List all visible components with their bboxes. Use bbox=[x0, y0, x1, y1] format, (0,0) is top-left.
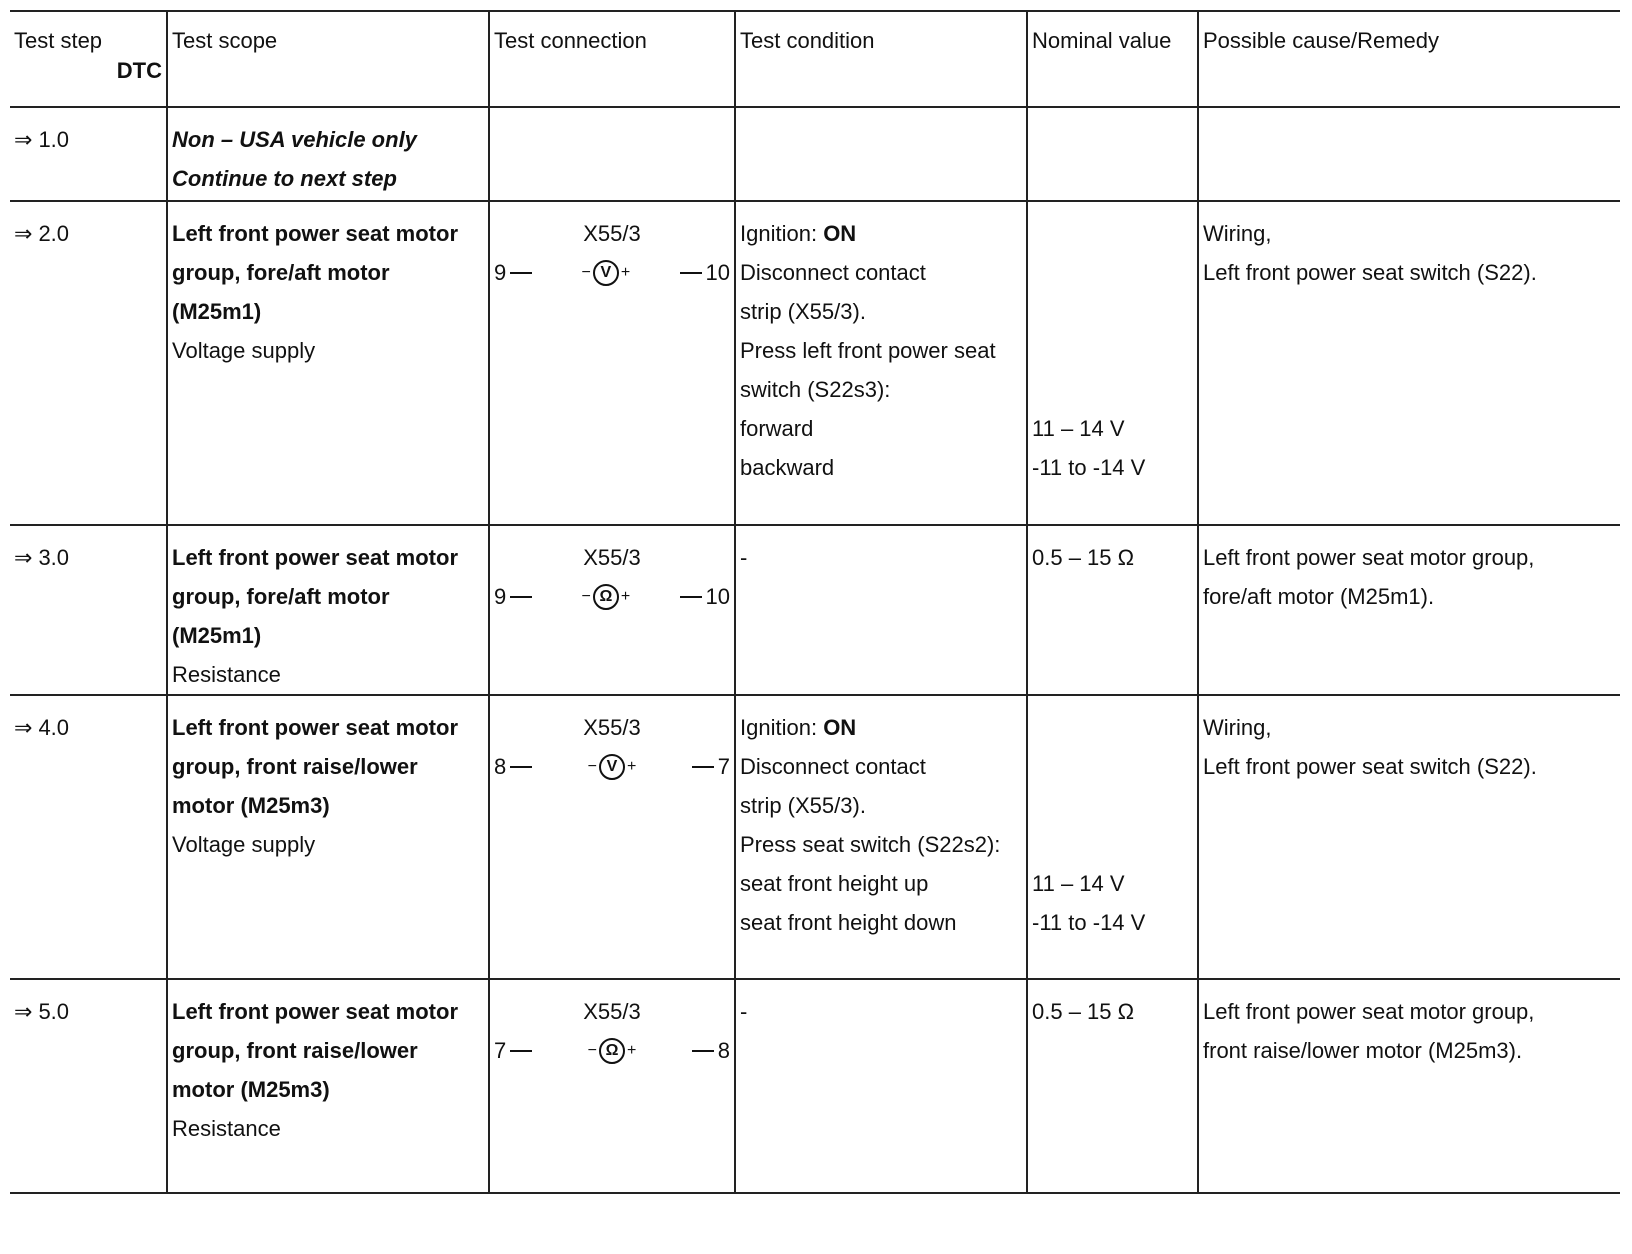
scope-type: Resistance bbox=[172, 662, 281, 687]
cause-line: Wiring, bbox=[1203, 221, 1272, 246]
condition-label: Ignition: bbox=[740, 715, 818, 740]
condition-line: seat front height up bbox=[740, 871, 929, 896]
scope-title: group, fore/aft motor (M25m1) bbox=[172, 584, 390, 648]
pin-left: 9 bbox=[494, 260, 507, 285]
pin-left: 7 bbox=[494, 1038, 507, 1063]
step-number: 4.0 bbox=[38, 715, 70, 740]
scope-title: motor (M25m3) bbox=[172, 1077, 330, 1102]
header-cause-remedy: Possible cause/Remedy bbox=[1198, 11, 1620, 107]
scope-title: Left front power seat motor bbox=[172, 545, 459, 570]
connection-line bbox=[494, 747, 730, 786]
header-test-step-label: Test step bbox=[14, 28, 103, 53]
header-test-connection: Test connection bbox=[489, 11, 735, 107]
voltmeter-icon: − V + bbox=[582, 253, 631, 292]
connection-cell bbox=[489, 979, 735, 1193]
connector-label: X55/3 bbox=[583, 999, 641, 1024]
cause-line: fore/aft motor (M25m1). bbox=[1203, 584, 1435, 609]
step-number: 5.0 bbox=[38, 999, 70, 1024]
lead-wire-icon bbox=[510, 1050, 532, 1052]
scope-type: Voltage supply bbox=[172, 832, 316, 857]
lead-wire-icon bbox=[680, 272, 702, 274]
ohmmeter-icon: − Ω + bbox=[588, 1031, 637, 1070]
nominal-cell: 0.5 – 15 Ω bbox=[1027, 525, 1198, 695]
condition-line: Press seat switch (S22s2): bbox=[740, 832, 1001, 857]
lead-wire-icon bbox=[510, 766, 532, 768]
scope-cell bbox=[167, 979, 489, 1193]
cause-line: front raise/lower motor (M25m3). bbox=[1203, 1038, 1523, 1063]
header-row bbox=[10, 11, 1620, 107]
pin-right: 7 bbox=[717, 754, 730, 779]
lead-wire-icon bbox=[692, 1050, 714, 1052]
condition-line: Disconnect contact bbox=[740, 260, 926, 285]
ohmmeter-icon: − Ω + bbox=[582, 577, 631, 616]
step-cell bbox=[10, 107, 167, 201]
cause-line: Left front power seat motor group, bbox=[1203, 545, 1535, 570]
scope-title: Left front power seat motor bbox=[172, 715, 459, 740]
step-cell bbox=[10, 201, 167, 525]
step-cell bbox=[10, 979, 167, 1193]
nominal-cell: 0.5 – 15 Ω bbox=[1027, 979, 1198, 1193]
condition-cell: - bbox=[735, 525, 1027, 695]
nominal-cell bbox=[1027, 695, 1198, 979]
condition-value: ON bbox=[823, 715, 857, 740]
test-table bbox=[10, 10, 1620, 1194]
test-connection-diagram bbox=[494, 708, 730, 786]
cause-cell bbox=[1198, 201, 1620, 525]
header-dtc-label: DTC bbox=[116, 58, 162, 83]
scope-title: Left front power seat motor bbox=[172, 221, 459, 246]
condition-line: Press left front power seat bbox=[740, 338, 996, 363]
step-number: 3.0 bbox=[38, 545, 70, 570]
lead-wire-icon bbox=[510, 596, 532, 598]
connector-label: X55/3 bbox=[583, 715, 641, 740]
table-row bbox=[10, 979, 1620, 1193]
cause-line: Left front power seat switch (S22). bbox=[1203, 260, 1537, 285]
cause-cell bbox=[1198, 107, 1620, 201]
diagnostic-table-page bbox=[10, 10, 1620, 1240]
condition-line: strip (X55/3). bbox=[740, 299, 866, 324]
condition-line: forward bbox=[740, 416, 814, 441]
header-test-condition: Test condition bbox=[735, 11, 1027, 107]
header-nominal-value: Nominal value bbox=[1027, 11, 1198, 107]
condition-cell bbox=[735, 201, 1027, 525]
scope-title: group, front raise/lower bbox=[172, 754, 418, 779]
scope-note: Continue to next step bbox=[172, 166, 397, 191]
cause-line: Wiring, bbox=[1203, 715, 1272, 740]
step-cell bbox=[10, 525, 167, 695]
condition-line: Disconnect contact bbox=[740, 754, 926, 779]
condition-label: Ignition: bbox=[740, 221, 818, 246]
table-row bbox=[10, 525, 1620, 695]
step-arrow-icon: ⇒ bbox=[14, 715, 33, 740]
cause-cell bbox=[1198, 525, 1620, 695]
nominal-value: 11 – 14 V bbox=[1032, 416, 1125, 441]
step-arrow-icon: ⇒ bbox=[14, 999, 33, 1024]
test-connection-diagram bbox=[494, 538, 730, 616]
cause-cell bbox=[1198, 979, 1620, 1193]
scope-cell bbox=[167, 525, 489, 695]
step-arrow-icon: ⇒ bbox=[14, 545, 33, 570]
table-row bbox=[10, 107, 1620, 201]
pin-left: 8 bbox=[494, 754, 507, 779]
scope-cell bbox=[167, 695, 489, 979]
pin-right: 10 bbox=[705, 260, 730, 285]
lead-wire-icon bbox=[680, 596, 702, 598]
nominal-cell bbox=[1027, 201, 1198, 525]
pin-left: 9 bbox=[494, 584, 507, 609]
step-number: 2.0 bbox=[38, 221, 70, 246]
pin-right: 8 bbox=[717, 1038, 730, 1063]
connector-label: X55/3 bbox=[583, 221, 641, 246]
connection-cell bbox=[489, 525, 735, 695]
table-row bbox=[10, 201, 1620, 525]
nominal-cell bbox=[1027, 107, 1198, 201]
lead-wire-icon bbox=[510, 272, 532, 274]
header-test-scope: Test scope bbox=[167, 11, 489, 107]
scope-type: Voltage supply bbox=[172, 338, 316, 363]
scope-note: Non – USA vehicle only bbox=[172, 127, 417, 152]
step-arrow-icon: ⇒ bbox=[14, 221, 33, 246]
connection-cell bbox=[489, 107, 735, 201]
condition-value: ON bbox=[823, 221, 857, 246]
test-connection-diagram bbox=[494, 992, 730, 1070]
condition-line: switch (S22s3): bbox=[740, 377, 891, 402]
nominal-value: -11 to -14 V bbox=[1032, 910, 1146, 935]
condition-line: backward bbox=[740, 455, 835, 480]
cause-cell bbox=[1198, 695, 1620, 979]
cause-line: Left front power seat switch (S22). bbox=[1203, 754, 1537, 779]
scope-title: motor (M25m3) bbox=[172, 793, 330, 818]
scope-cell bbox=[167, 107, 489, 201]
step-cell bbox=[10, 695, 167, 979]
step-number: 1.0 bbox=[38, 127, 70, 152]
step-arrow-icon: ⇒ bbox=[14, 127, 33, 152]
condition-line: strip (X55/3). bbox=[740, 793, 866, 818]
cause-line: Left front power seat motor group, bbox=[1203, 999, 1535, 1024]
pin-right: 10 bbox=[705, 584, 730, 609]
scope-title: group, front raise/lower bbox=[172, 1038, 418, 1063]
connection-line bbox=[494, 577, 730, 616]
voltmeter-icon: − V + bbox=[588, 747, 637, 786]
connection-cell bbox=[489, 695, 735, 979]
scope-type: Resistance bbox=[172, 1116, 281, 1141]
condition-cell bbox=[735, 107, 1027, 201]
condition-line: seat front height down bbox=[740, 910, 957, 935]
connection-line bbox=[494, 253, 730, 292]
condition-cell: - bbox=[735, 979, 1027, 1193]
scope-cell bbox=[167, 201, 489, 525]
nominal-value: 11 – 14 V bbox=[1032, 871, 1125, 896]
connector-label: X55/3 bbox=[583, 545, 641, 570]
scope-title: group, fore/aft motor (M25m1) bbox=[172, 260, 390, 324]
lead-wire-icon bbox=[692, 766, 714, 768]
condition-cell bbox=[735, 695, 1027, 979]
scope-title: Left front power seat motor bbox=[172, 999, 459, 1024]
connection-line bbox=[494, 1031, 730, 1070]
table-row bbox=[10, 695, 1620, 979]
nominal-value: -11 to -14 V bbox=[1032, 455, 1146, 480]
connection-cell bbox=[489, 201, 735, 525]
header-test-step bbox=[10, 11, 167, 107]
test-connection-diagram bbox=[494, 214, 730, 292]
